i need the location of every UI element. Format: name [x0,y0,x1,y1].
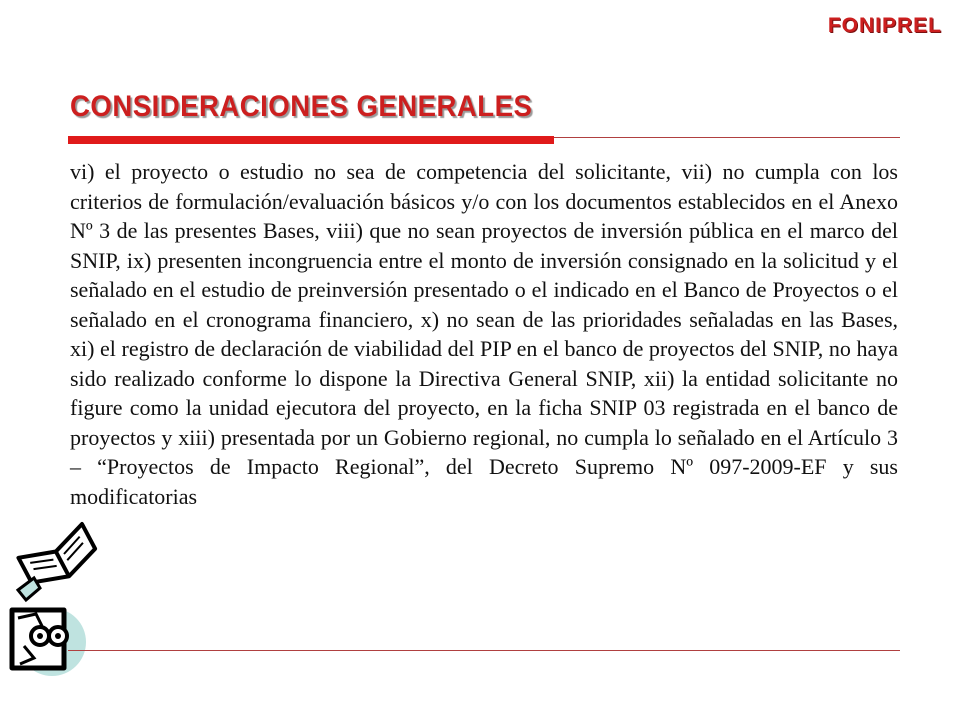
top-divider-line [554,137,900,138]
reading-person-with-book-icon [4,518,100,688]
title-underline-bar [68,136,554,144]
foniprel-logo: FONIPREL [827,14,942,37]
slide-title: CONSIDERACIONES GENERALES [70,90,533,123]
body-paragraph: vi) el proyecto o estudio no sea de competencia del solicitante, vii) no cumpla con los criterios de formulación/evaluación básicos y/o con los documentos establecidos en el Anexo Nº 3 de las presentes Bases, viii) que no sean proyectos de inversión pública en el marco del SNIP, ix) presenten incongruencia entre el monto de inversión consignado en la solicitud y el señalado en el estudio de preinversión presentado o el indicado en el Banco de Proyectos o el señalado en el cronograma financiero, x) no sean de las prioridades señaladas en las Bases, xi) el registro de declaración de viabilidad del PIP en el banco de proyectos del SNIP, no haya sido realizado conforme lo dispone la Directiva General SNIP, xii) la entidad solicitante no figure como la unidad ejecutora del proyecto, en la ficha SNIP 03 registrada en el banco de proyectos y xiii) presentada por un Gobierno regional, no cumpla lo señalado en el Artículo 3 – “Proyectos de Impacto Regional”, del Decreto Supremo Nº 097-2009-EF y sus modificatorias [70,159,898,509]
bottom-divider-line [68,650,900,651]
